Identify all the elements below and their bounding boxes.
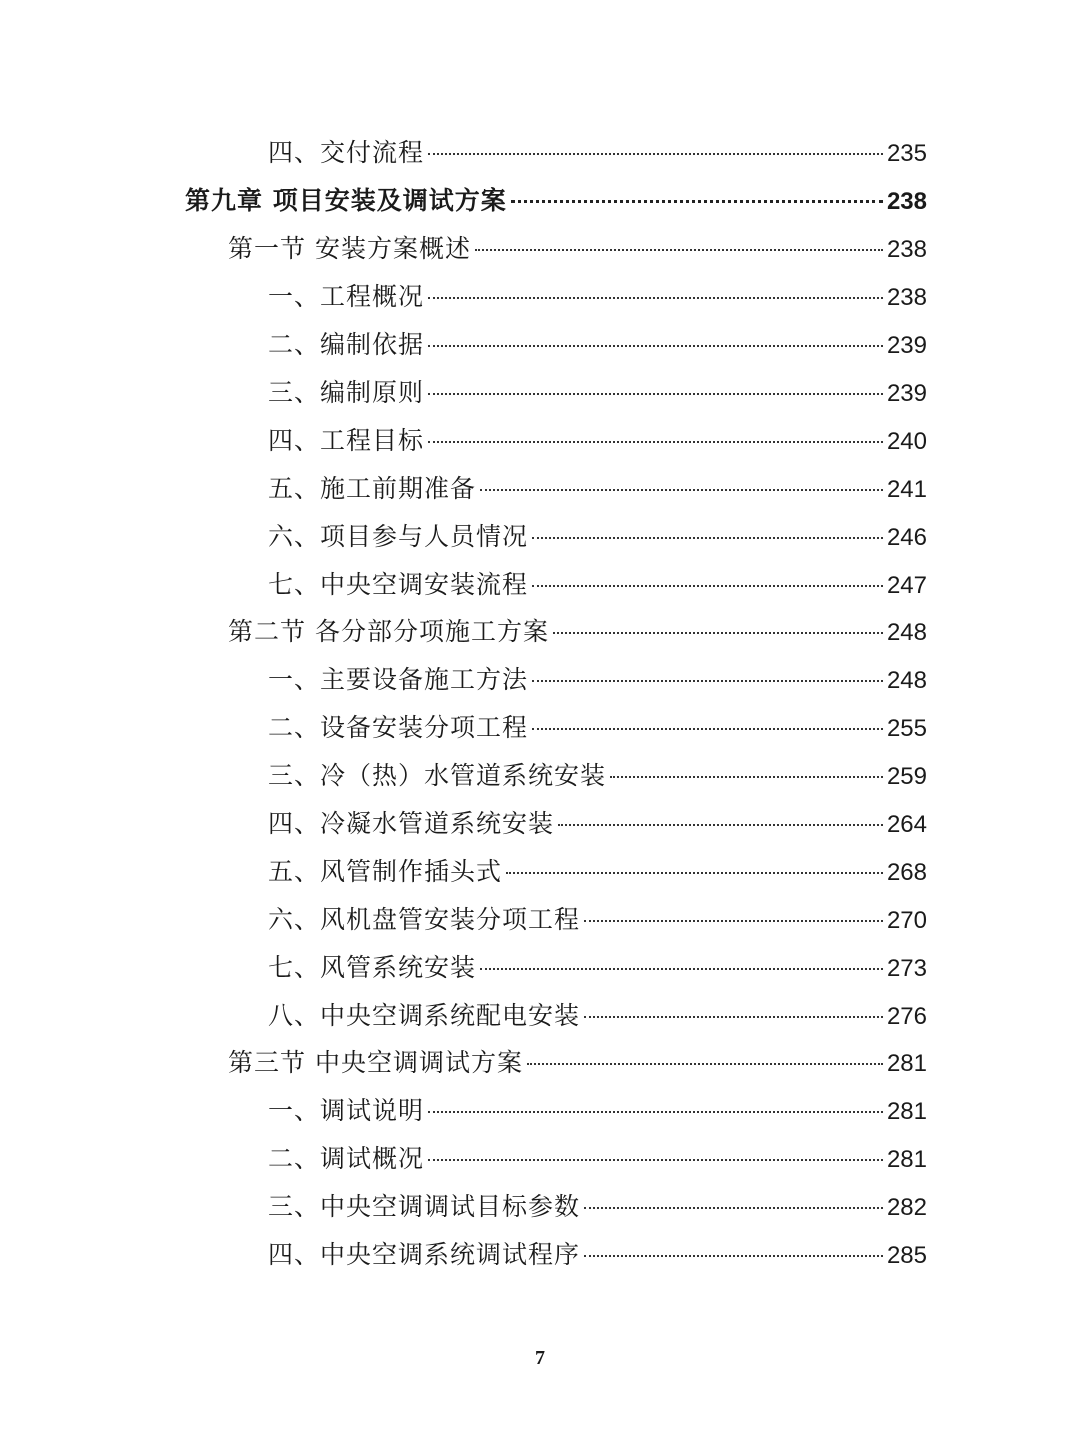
toc-entry-label: 七、风管系统安装 [268,953,477,982]
toc-entry-page: 282 [886,1194,927,1221]
toc-entry[interactable] [268,325,927,365]
toc-entry[interactable] [268,756,927,796]
toc-entry-page: 246 [886,524,927,551]
toc-entry-label: 五、施工前期准备 [268,474,477,503]
toc-leader-dots [428,153,883,155]
toc-leader-dots [428,393,883,395]
toc-leader-dots [480,489,883,491]
toc-entry-label: 二、设备安装分项工程 [268,713,529,742]
toc-entry[interactable] [268,469,927,509]
toc-entry-label: 三、中央空调调试目标参数 [268,1192,581,1221]
toc-leader-dots [428,297,883,299]
toc-entry-label: 二、调试概况 [268,1144,425,1173]
toc-leader-dots [428,441,883,443]
toc-entry-page: 240 [886,428,927,455]
toc-leader-dots [532,537,883,539]
toc-leader-dots [584,1207,883,1209]
toc-entry-label: 七、中央空调安装流程 [268,570,529,599]
toc-leader-dots [532,728,883,730]
toc-entry-section[interactable] [228,612,927,652]
toc-entry[interactable] [268,804,927,844]
toc-entry[interactable] [268,1187,927,1227]
toc-entry-page: 235 [886,140,927,167]
toc-leader-dots [584,1016,883,1018]
toc-entry[interactable] [268,421,927,461]
toc-leader-dots [506,872,883,874]
toc-entry-label: 一、调试说明 [268,1096,425,1125]
toc-entry-label: 四、工程目标 [268,426,425,455]
toc-entry[interactable] [268,1235,927,1275]
toc-entry-label: 第一节 安装方案概述 [228,234,471,263]
toc-leader-dots [428,345,883,347]
toc-entry-page: 270 [886,907,927,934]
toc-leader-dots [610,776,883,778]
page-number: 7 [535,1347,545,1369]
toc-entry-page: 264 [886,811,927,838]
toc-entry[interactable] [268,373,927,413]
toc-entry-chapter[interactable] [185,181,927,221]
toc-leader-dots [532,585,883,587]
toc-leader-dots [480,968,883,970]
toc-leader-dots [475,249,883,251]
toc-entry-label: 八、中央空调系统配电安装 [268,1001,581,1030]
toc-entry-label: 三、冷（热）水管道系统安装 [268,761,607,790]
toc-entry-page: 281 [886,1098,927,1125]
toc-leader-dots [553,632,883,634]
toc-entry-section[interactable] [228,229,927,269]
toc-entry[interactable] [268,852,927,892]
toc-entry[interactable] [268,996,927,1036]
toc-entry-page: 281 [886,1050,927,1077]
toc-entry-label: 六、风机盘管安装分项工程 [268,905,581,934]
toc-entry[interactable] [268,660,927,700]
toc-leader-dots [584,920,883,922]
toc-entry-page: 259 [886,763,927,790]
toc-entry-label: 一、主要设备施工方法 [268,665,529,694]
toc-entry-page: 248 [886,619,927,646]
toc-entry-label: 第三节 中央空调调试方案 [228,1048,523,1077]
toc-entry-label: 六、项目参与人员情况 [268,522,529,551]
toc-leader-dots [584,1255,883,1257]
toc-entry-page: 239 [886,332,927,359]
toc-entry[interactable] [268,565,927,605]
toc-entry-label: 五、风管制作插头式 [268,857,503,886]
toc-leader-dots [428,1159,883,1161]
toc-entry-page: 247 [886,572,927,599]
toc-entry-page: 273 [886,955,927,982]
toc-entry[interactable] [268,517,927,557]
toc-entry[interactable] [268,1091,927,1131]
toc-entry-page: 239 [886,380,927,407]
toc-entry-label: 四、冷凝水管道系统安装 [268,809,555,838]
toc-entry-label: 第九章 项目安装及调试方案 [185,186,507,215]
toc-entry-label: 四、交付流程 [268,138,425,167]
toc-entry-page: 285 [886,1242,927,1269]
toc-entry-page: 248 [886,667,927,694]
toc-entry[interactable] [268,948,927,988]
toc-entry-page: 241 [886,476,927,503]
toc-entry[interactable] [268,133,927,173]
toc-entry-page: 281 [886,1146,927,1173]
toc-leader-dots [527,1063,883,1065]
toc-entry-page: 276 [886,1003,927,1030]
toc-entry-page: 238 [886,236,927,263]
toc-entry-page: 238 [886,284,927,311]
toc-entry[interactable] [268,277,927,317]
toc-entry-label: 二、编制依据 [268,330,425,359]
toc-entry-page: 268 [886,859,927,886]
toc-entry-label: 一、工程概况 [268,282,425,311]
toc-entry[interactable] [268,708,927,748]
toc-entry[interactable] [268,1139,927,1179]
toc-leader-dots [532,680,883,682]
toc-leader-dots [511,200,883,203]
toc-leader-dots [428,1111,883,1113]
toc-entry-page: 255 [886,715,927,742]
toc-entry-label: 三、编制原则 [268,378,425,407]
toc-entry-page: 238 [886,188,927,215]
toc-entry-label: 第二节 各分部分项施工方案 [228,617,549,646]
toc-entry-section[interactable] [228,1043,927,1083]
toc-leader-dots [558,824,883,826]
toc-entry[interactable] [268,900,927,940]
toc-entry-label: 四、中央空调系统调试程序 [268,1240,581,1269]
